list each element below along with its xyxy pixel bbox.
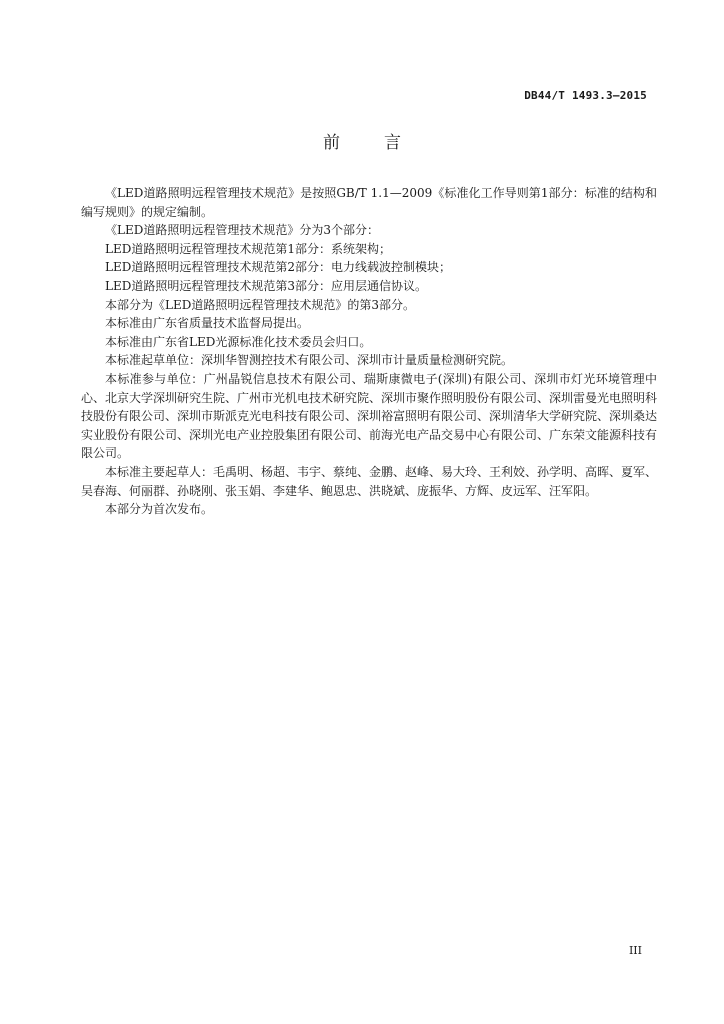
paragraph-this-part: 本部分为《LED道路照明远程管理技术规范》的第3部分。 — [105, 297, 415, 312]
paragraph-proposed-by: 本标准由广东省质量技术监督局提出。 — [105, 316, 310, 331]
paragraph-part-3: LED道路照明远程管理技术规范第3部分：应用层通信协议。 — [105, 278, 427, 293]
document-code: DB44/T 1493.3—2015 — [524, 89, 647, 102]
paragraph-parts-intro: 《LED道路照明远程管理技术规范》分为3个部分： — [105, 223, 379, 238]
paragraph-drafting-units: 本标准起草单位：深圳华智测控技术有限公司、深圳市计量质量检测研究院。 — [105, 353, 514, 368]
foreword-body — [81, 184, 657, 519]
paragraph-main-drafters: 本标准主要起草人：毛禹明、杨超、韦宇、蔡纯、金鹏、赵峰、易大玲、王利姣、孙学明、高晖、夏军、吴春海、何丽群、孙晓刚、张玉娟、李建华、鲍恩忠、洪晓斌、庞振华、方辉、皮远军、汪军阳。 — [81, 464, 658, 498]
paragraph-part-1: LED道路照明远程管理技术规范第1部分：系统架构； — [105, 241, 391, 256]
paragraph-centralized-by: 本标准由广东省LED光源标准化技术委员会归口。 — [105, 334, 372, 349]
paragraph-participating-units: 本标准参与单位：广州晶锐信息技术有限公司、瑞斯康微电子(深圳)有限公司、深圳市灯光环境管理中心、北京大学深圳研究生院、广州市光机电技术研究院、深圳市聚作照明股份有限公司、深圳雷曼光电照明科技股份有限公司、深圳市斯派克光电科技有限公司、深圳裕富照明有限公司、深圳清华大学研究院、深圳桑达实业股份有限公司、深圳光电产业控股集团有限公司、前海光电产品交易中心有限公司、广东荣文能源科技有限公司。 — [81, 371, 658, 461]
paragraph-part-2: LED道路照明远程管理技术规范第2部分：电力线载波控制模块； — [105, 260, 451, 275]
page-title: 前言 — [323, 133, 445, 153]
paragraph-first-release: 本部分为首次发布。 — [105, 502, 214, 517]
paragraph-scope: 《LED道路照明远程管理技术规范》是按照GB/T 1.1—2009《标准化工作导则第1部分：标准的结构和编写规则》的规定编制。 — [81, 186, 657, 219]
page-number: III — [628, 944, 642, 957]
